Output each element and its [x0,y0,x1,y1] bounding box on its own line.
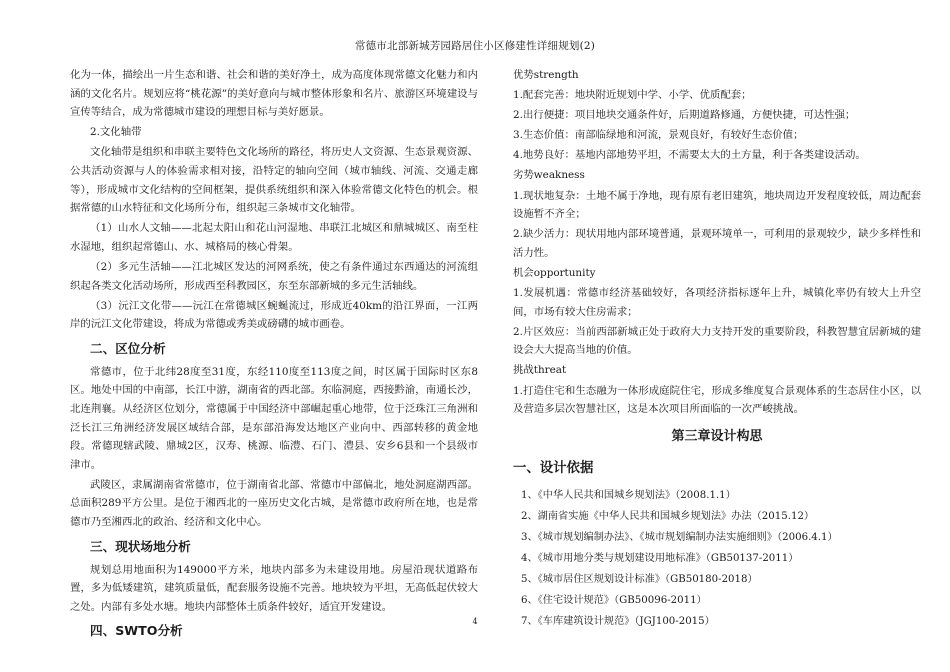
weakness-item-2: 2.缺少活力：现状用地内部环境普通，景观环境单一，可利用的景观较少，缺少多样性和活力性。 [513,228,921,259]
strength-item-1: 1.配套完善：地块附近规划中学、小学、优质配套； [513,89,752,102]
opportunity-title: 机会opportunity [513,266,596,279]
paragraph-yuanjiang-belt: （3）沅江文化带——沅江在常德城区蜿蜒流过，形成近40km的沿江界面，一江两岸的沅江文化带建设，将成为常德或秀美或磅礴的城市画卷。 [70,299,478,331]
paragraph-changde-location: 常德市，位于北纬28度至31度，东经110度至113度之间，时区属于国际时区东8区。地处中国的中南部，长江中游，湖南省的西北部。东临洞庭，西接黔渝，南通长沙，北连荆襄。从经济区位划分，常德属于中国经济中部崛起重心地带，位于泛珠江三角洲和泛长江三角洲经济发展区域结合部，是东部沿海发达地区产业向中、西部转移的黄金地段。常德现辖武陵、鼎城2区，汉寿、桃源、临澧、石门、澧县、安乡6县和一个县级市津市。 [70,365,478,471]
chapter-title: 第三章设计构思 [671,428,763,444]
reference-item: 7、《车库建筑设计规范》（JGJ100-2015） [521,615,715,627]
left-column [70,66,478,645]
weakness-item-1: 1.现状地复杂：土地不属于净地，现有原有老旧建筑，地块周边开发程度较低，周边配套设施暂不齐全； [513,189,921,221]
page-header-title: 常德市北部新城芳园路居住小区修建性详细规划(2) [354,40,596,52]
subheading-culture-axis: 2.文化轴带 [90,126,142,139]
paragraph-culture-axis: 文化轴带是组织和串联主要特色文化场所的路径，将历史人文资源、生态景观资源、公共活动资源与人的体验需求相对接，沿特定的轴向空间（城市轴线、河流、交通走廊等），形成城市文化结构的空间框架，提供系统组织和深入体验常德文化特色的机会。根据常德的山水特征和文化场所分布，组织起三条城市文化轴带。 [70,146,478,215]
paragraph-culture-card: 化为一体，描绘出一片生态和谐、社会和谐的美好净土，成为高度体现常德文化魅力和内涵的文化名片。规划应将“桃花源”的美好意向与城市整体形象和名片、旅游区环境建设与宣传等结合，成为常德城市建设的理想目标与美好愿景。 [70,69,478,119]
weakness-title: 劣势weakness [513,169,585,182]
heading-swot-analysis: 四、SWTO分析 [90,623,183,639]
reference-item: 3、《城市规划编制办法》、《城市规划编制办法实施细则》（2006.4.1） [521,531,838,543]
heading-location-analysis: 二、区位分析 [90,340,166,356]
heading-site-analysis: 三、现状场地分析 [90,538,191,554]
paragraph-site-status: 规划总用地面积为149000平方米，地块内部多为未建设用地。房屋沿现状道路布置，多为低矮建筑，建筑质量低，配套服务设施不完善。地块较为平坦，无高低起伏较大之处。内部有多处水塘。地块内部整体土质条件较好，适宜开发建设。 [70,563,478,613]
threat-title: 挑战threat [513,364,567,377]
paragraph-landscape-axis: （1）山水人文轴——北起太阳山和花山河湿地、串联江北城区和鼎城城区、南至柱水湿地，组织起常德山、水、城格局的核心骨架。 [70,222,478,253]
heading-design-basis: 一、设计依据 [513,460,594,476]
strength-title: 优势strength [513,69,579,81]
reference-item: 6、《住宅设计规范》（GB50096-2011） [521,594,707,606]
paragraph-life-axis: （2）多元生活轴——江北城区发达的河网系统，使之有条件通过东西通达的河流组织起各类文化活动场所，形成西至科教园区，东至东部新城的多元生活轴线。 [70,260,478,292]
page-number: 4 [472,617,478,626]
strength-item-4: 4.地势良好：基地内部地势平坦，不需要太大的土方量，利于各类建设活动。 [513,149,866,162]
reference-item: 1、《中华人民共和国城乡规划法》（2008.1.1） [521,489,736,501]
paragraph-wuling-district: 武陵区，隶属湖南省常德市，位于湖南省北部、常德市中部偏北，地处洞庭湖西部。总面积289平方公里。是位于湘西北的一座历史文化古城，是常德市政府所在地，也是常德市乃至湘西北的政治、经济和文化中心。 [70,478,478,529]
reference-item: 4、《城市用地分类与规划建设用地标准》（GB50137-2011） [521,552,799,564]
right-column [513,66,921,632]
reference-item: 5、《城市居住区规划设计标准》（GB50180-2018） [521,573,758,585]
opportunity-item-2: 2.片区效应：当前西部新城正处于政府大力支持开发的重要阶段，科教智慧宜居新城的建设会大大提高当地的价值。 [513,325,921,357]
strength-item-3: 3.生态价值：南部临绿地和河流，景观良好，有较好生态价值； [513,129,804,142]
strength-item-2: 2.出行便捷：项目地块交通条件好，后期道路修通，方便快捷，可达性强； [513,109,856,122]
opportunity-item-1: 1.发展机遇：常德市经济基础较好，各项经济指标逐年上升，城镇化率仍有较大上升空间，市场有较大住房需求； [513,287,921,318]
threat-item-1: 1.打造住宅和生态融为一体形成庭院住宅，形成多维度复合景观体系的生态居住小区，以及营造多层次智慧社区，这是本次项目所面临的一次严峻挑战。 [513,384,921,416]
reference-item: 2、湖南省实施《中华人民共和国城乡规划法》办法（2015.12） [521,510,815,522]
